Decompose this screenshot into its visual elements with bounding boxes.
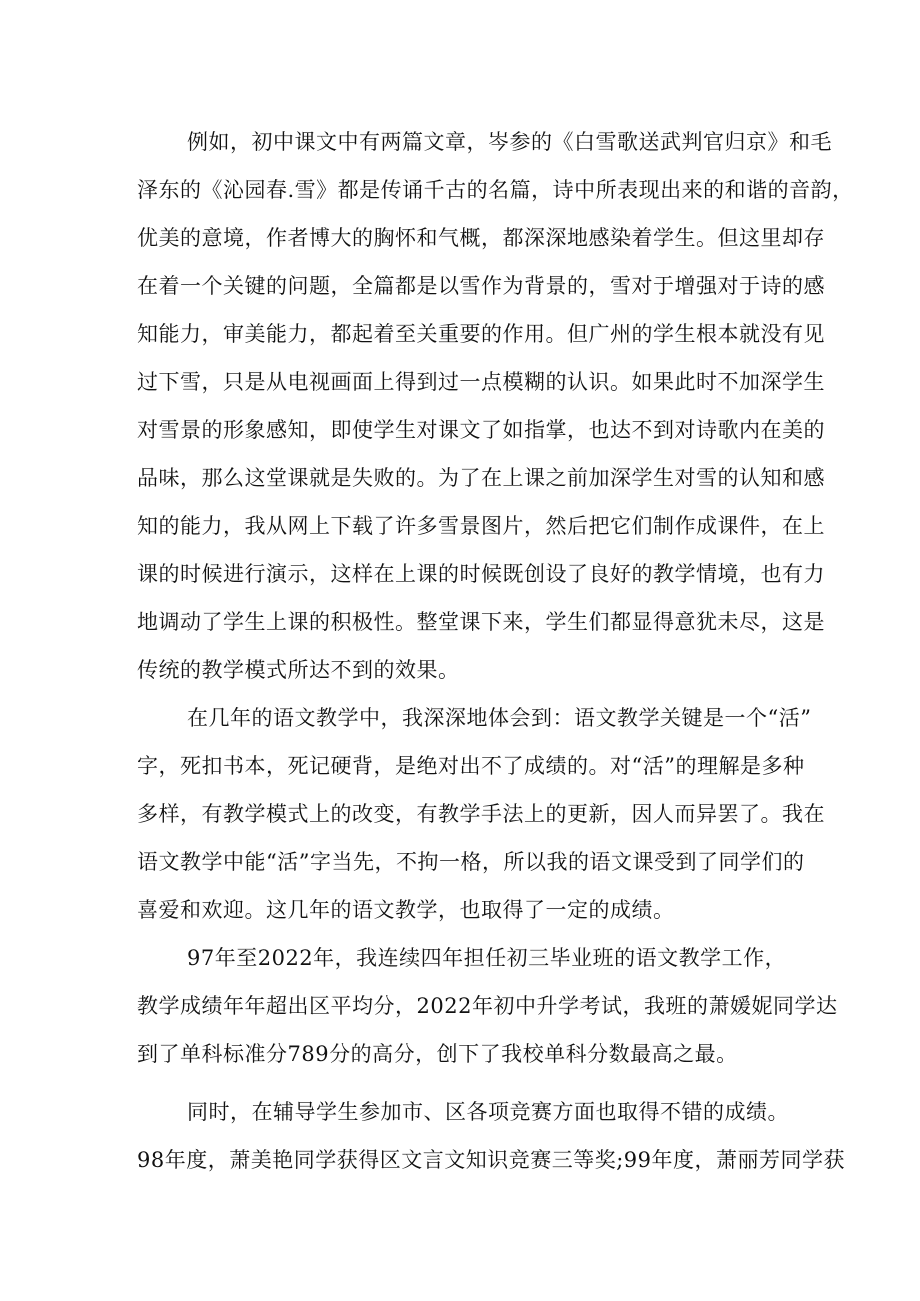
- line-text: 多样，有教学模式上的改变，有教学手法上的更新，因人而异罢了。我在: [137, 802, 825, 826]
- line-text: 例如，初中课文中有两篇文章，岑参的《白雪歌送武判官归京》和毛: [187, 130, 832, 154]
- line-text: 品味，那么这堂课就是失败的。为了在上课之前加深学生对雪的认知和感: [137, 466, 825, 490]
- line-text: 对雪景的形象感知，即使学生对课文了如指掌，也达不到对诗歌内在美的: [137, 418, 825, 442]
- line-text: 97年至2022年，我连续四年担任初三毕业班的语文教学工作，: [187, 946, 787, 970]
- line-text: 优美的意境，作者博大的胸怀和气概，都深深地感染着学生。但这里却存: [137, 226, 825, 250]
- line-text: 喜爱和欢迎。这几年的语文教学，也取得了一定的成绩。: [137, 898, 675, 922]
- line-text: 知能力，审美能力，都起着至关重要的作用。但广州的学生根本就没有见: [137, 322, 825, 346]
- line-text: 传统的教学模式所达不到的效果。: [137, 658, 460, 682]
- line-text: 在着一个关键的问题，全篇都是以雪作为背景的，雪对于增强对于诗的感: [137, 274, 825, 298]
- line-text: 泽东的《沁园春.雪》都是传诵千古的名篇，诗中所表现出来的和谐的音韵，: [137, 178, 854, 202]
- line-text: 98年度，萧美艳同学获得区文言文知识竞赛三等奖;99年度，萧丽芳同学获: [137, 1148, 846, 1172]
- line-text: 课的时候进行演示，这样在上课的时候既创设了良好的教学情境，也有力: [137, 562, 825, 586]
- line-text: 教学成绩年年超出区平均分，2022年初中升学考试，我班的萧媛妮同学达: [137, 994, 838, 1018]
- line-text: 在几年的语文教学中，我深深地体会到：语文教学关键是一个“活”: [187, 706, 812, 730]
- line-text: 知的能力，我从网上下载了许多雪景图片，然后把它们制作成课件，在上: [137, 514, 825, 538]
- line-text: 地调动了学生上课的积极性。整堂课下来，学生们都显得意犹未尽，这是: [137, 610, 825, 634]
- line-text: 语文教学中能“活”字当先，不拘一格，所以我的语文课受到了同学们的: [137, 850, 805, 874]
- line-text: 到了单科标准分789分的高分，创下了我校单科分数最高之最。: [137, 1042, 738, 1066]
- line-text: 字，死扣书本，死记硬背，是绝对出不了成绩的。对“活”的理解是多种: [137, 754, 805, 778]
- line-text: 同时，在辅导学生参加市、区各项竞赛方面也取得不错的成绩。: [187, 1100, 789, 1124]
- line-text: 过下雪，只是从电视画面上得到过一点模糊的认识。如果此时不加深学生: [137, 370, 825, 394]
